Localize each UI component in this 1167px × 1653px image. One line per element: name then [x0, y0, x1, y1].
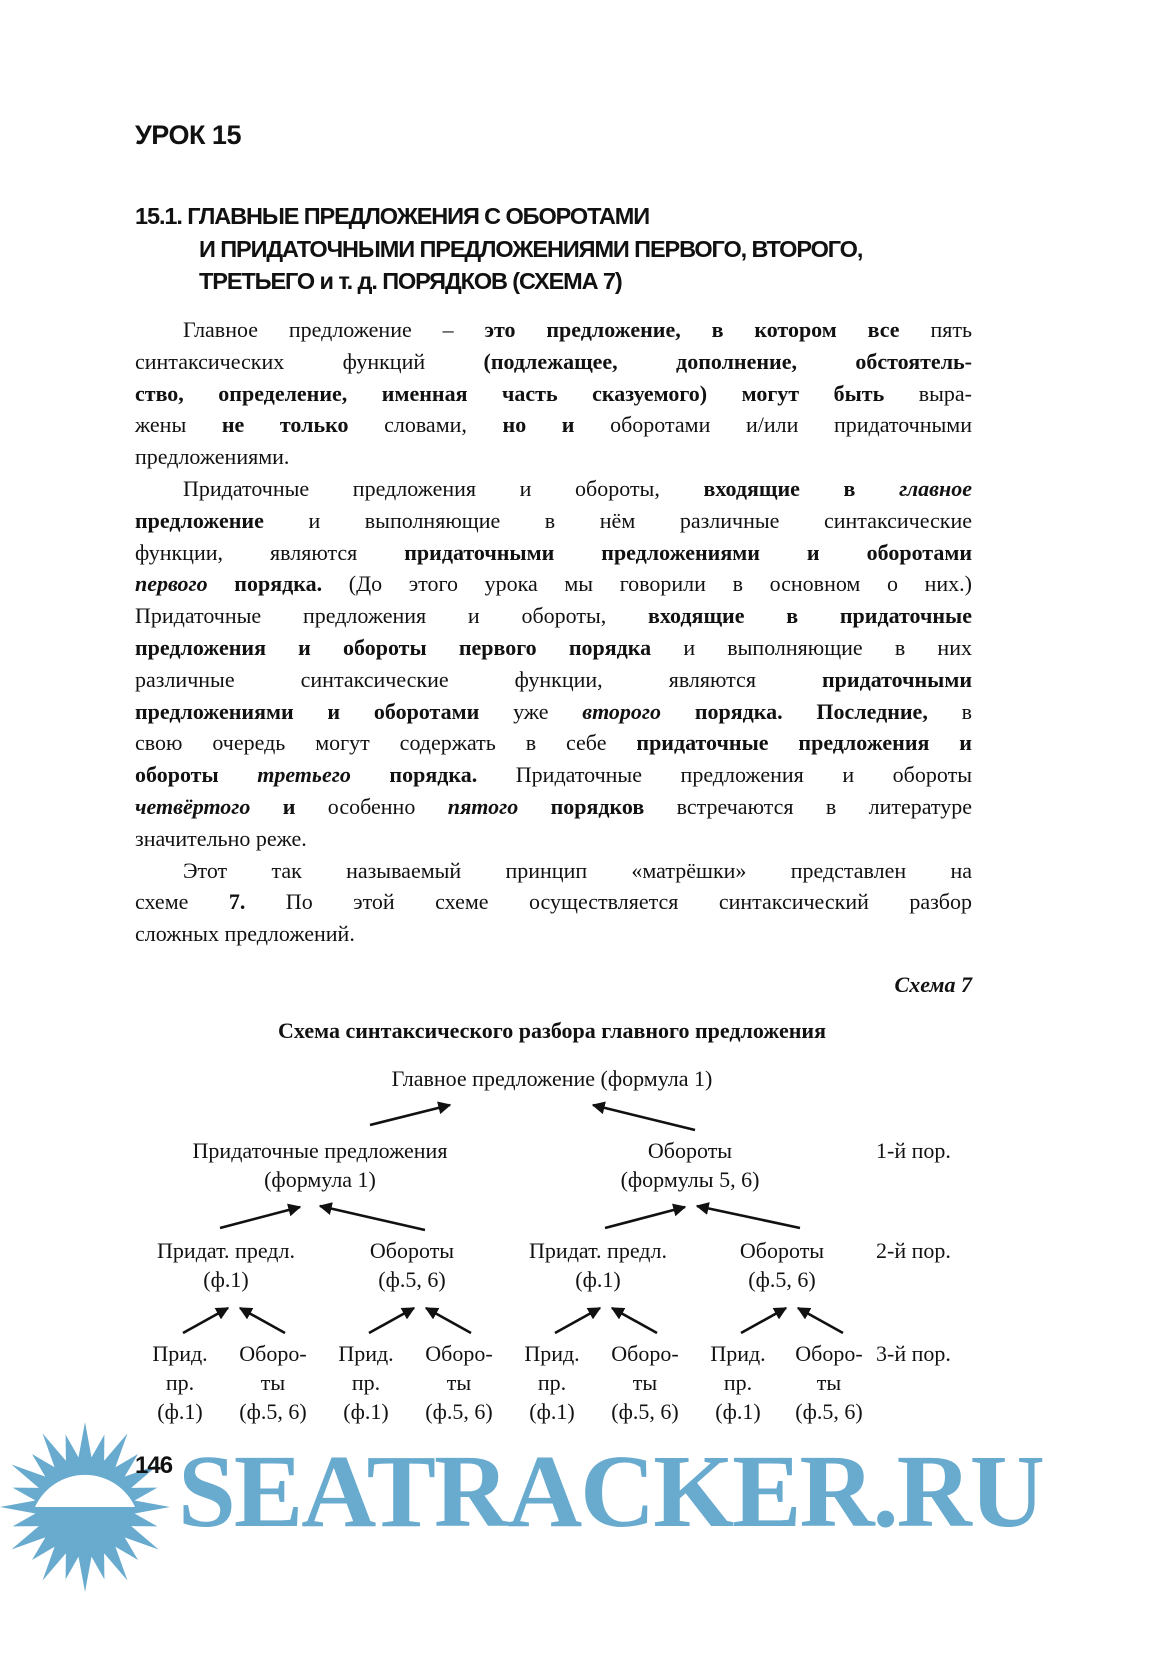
root-node: Главное предложение (формула 1) — [391, 1066, 713, 1091]
node-text: Придаточные предложения — [192, 1138, 448, 1163]
page-number: 146 — [135, 1452, 173, 1479]
node-text: ты — [816, 1370, 842, 1395]
node-text: Обороты — [369, 1238, 455, 1263]
lesson-title: УРОК 15 — [135, 120, 241, 150]
text-span: Придаточные предложения и обороты, — [183, 475, 704, 501]
text-span: особенно — [295, 793, 448, 819]
text-span: порядка. — [350, 762, 478, 788]
node-text: пр. — [351, 1370, 381, 1395]
scheme-label: Схема 7 — [894, 972, 972, 997]
text-span: Главное предложение – — [183, 317, 485, 342]
text-span: предложениями и оборотами — [135, 698, 480, 724]
text-span: второго — [582, 698, 662, 724]
node-text: ты — [260, 1370, 286, 1395]
text-span: входящие в придаточные — [648, 603, 972, 629]
node-text: Придат. предл. — [529, 1238, 667, 1263]
sun-logo-icon — [0, 1395, 180, 1653]
node-text: (ф.1) — [529, 1399, 575, 1424]
node-text: ты — [446, 1370, 472, 1395]
arrow — [240, 1308, 285, 1333]
text-span: различные синтаксические функции, являются — [135, 666, 822, 692]
text-span: порядка. Последние, — [661, 698, 928, 724]
text-span: это предложение, в котором все — [484, 317, 900, 342]
text-span: придаточными — [821, 666, 972, 692]
arrow — [426, 1308, 471, 1333]
node-text: Оборо- — [795, 1341, 863, 1366]
text-span: и — [250, 793, 296, 819]
node-text: (ф.5, 6) — [425, 1399, 493, 1424]
text-span: порядков — [518, 793, 645, 819]
node-text: Обороты — [739, 1238, 825, 1263]
text-span: встречаются в литературе — [644, 793, 973, 819]
node-text: Прид. — [152, 1341, 208, 1366]
scheme-title: Схема синтаксического разбора главного предложения — [278, 1018, 826, 1043]
text-span: уже — [479, 698, 583, 724]
section-heading-line: 15.1. ГЛАВНЫЕ ПРЕДЛОЖЕНИЯ С ОБОРОТАМИ — [135, 203, 649, 229]
node-text: ты — [632, 1370, 658, 1395]
node-text: (ф.5, 6) — [795, 1399, 863, 1424]
text-span: в — [927, 698, 972, 724]
node-text: пр. — [165, 1370, 195, 1395]
text-span: Придаточные предложения и обороты — [477, 762, 972, 788]
section-heading-line: ТРЕТЬЕГО и т. д. ПОРЯДКОВ (СХЕМА 7) — [199, 268, 622, 294]
order-label: 2-й пор. — [876, 1238, 951, 1263]
node-text: (ф.5, 6) — [748, 1267, 816, 1292]
node-text: Придат. предл. — [157, 1238, 295, 1263]
node-text: пр. — [723, 1370, 753, 1395]
node-text: (формулы 5, 6) — [620, 1167, 760, 1192]
node-text: Оборо- — [425, 1341, 493, 1366]
node-text: (ф.5, 6) — [239, 1399, 307, 1424]
text-span: придаточные предложения и — [636, 730, 972, 756]
text-span: 7. — [228, 889, 246, 915]
section-heading-line: И ПРИДАТОЧНЫМИ ПРЕДЛОЖЕНИЯМИ ПЕРВОГО, ВТОРОГО, — [199, 235, 863, 262]
arrow — [593, 1105, 695, 1130]
order-label: 3-й пор. — [876, 1341, 951, 1366]
arrow — [555, 1308, 600, 1333]
text-span: предложение — [135, 507, 264, 533]
node-text: (ф.1) — [157, 1399, 203, 1424]
text-span: По этой схеме осуществляется синтаксический разбор — [245, 889, 972, 915]
text-span: Придаточные предложения и обороты, — [135, 603, 649, 629]
text-span: и выполняющие в нём различные синтаксические — [263, 507, 972, 533]
text-span: (подлежащее, дополнение, обстоятель- — [483, 348, 973, 374]
node-text: (формула 1) — [264, 1167, 376, 1192]
text-span: жены — [135, 412, 222, 438]
node-text: (ф.5, 6) — [611, 1399, 679, 1424]
arrow — [605, 1207, 685, 1228]
text-span: придаточными предложениями и оборотами — [404, 539, 973, 565]
arrow — [612, 1308, 657, 1333]
arrow — [220, 1207, 300, 1228]
text-span: не только — [221, 412, 349, 438]
arrow — [320, 1206, 425, 1230]
node-text: Оборо- — [611, 1341, 679, 1366]
text-span: предложения и обороты первого порядка — [135, 634, 652, 660]
text-span: выра- — [884, 380, 972, 406]
text-span: первого — [135, 571, 208, 597]
text-span: предложениями. — [135, 444, 290, 470]
text-span: третьего — [257, 762, 351, 788]
node-text: (ф.1) — [203, 1267, 249, 1292]
arrow — [798, 1308, 843, 1333]
text-span: оборотами и/или придаточными — [574, 412, 972, 438]
text-span: пятого — [447, 793, 519, 819]
node-text: (ф.5, 6) — [378, 1267, 446, 1292]
text-span: и выполняющие в них — [651, 634, 972, 660]
text-span: но и — [502, 412, 575, 438]
watermark: SEATRACKER.RU — [178, 1434, 1043, 1549]
arrow — [697, 1206, 800, 1228]
arrow — [183, 1308, 228, 1333]
text-span: схеме — [135, 889, 229, 915]
text-span: значительно реже. — [135, 825, 307, 851]
text-span: главное — [899, 475, 972, 501]
text-span: пять — [899, 317, 972, 342]
text-span: словами, — [348, 412, 503, 438]
text-span: сложных предложений. — [135, 921, 355, 947]
text-span: ство, определение, именная часть сказуемого) могут быть — [135, 380, 885, 406]
node-text: (ф.1) — [343, 1399, 389, 1424]
node-text: Оборо- — [239, 1341, 307, 1366]
order-label: 1-й пор. — [876, 1138, 951, 1163]
node-text: Прид. — [524, 1341, 580, 1366]
text-span: функции, являются — [135, 539, 405, 565]
node-text: пр. — [537, 1370, 567, 1395]
node-text: (ф.1) — [575, 1267, 621, 1292]
text-span: четвёртого — [135, 793, 251, 819]
arrow — [369, 1308, 414, 1333]
text-span: порядка. — [207, 571, 323, 597]
text-span: входящие в — [703, 475, 900, 501]
arrow — [741, 1308, 786, 1333]
text-span: обороты — [135, 762, 258, 788]
node-text: (ф.1) — [715, 1399, 761, 1424]
node-text: Прид. — [338, 1341, 394, 1366]
text-span: (До этого урока мы говорили в основном о них.) — [322, 571, 972, 597]
text-span: Этот так называемый принцип «матрёшки» представлен на — [183, 857, 972, 883]
node-text: Обороты — [647, 1138, 733, 1163]
arrow — [370, 1105, 450, 1125]
text-span: синтаксических функций — [135, 348, 484, 374]
text-span: свою очередь могут содержать в себе — [135, 730, 637, 756]
node-text: Прид. — [710, 1341, 766, 1366]
